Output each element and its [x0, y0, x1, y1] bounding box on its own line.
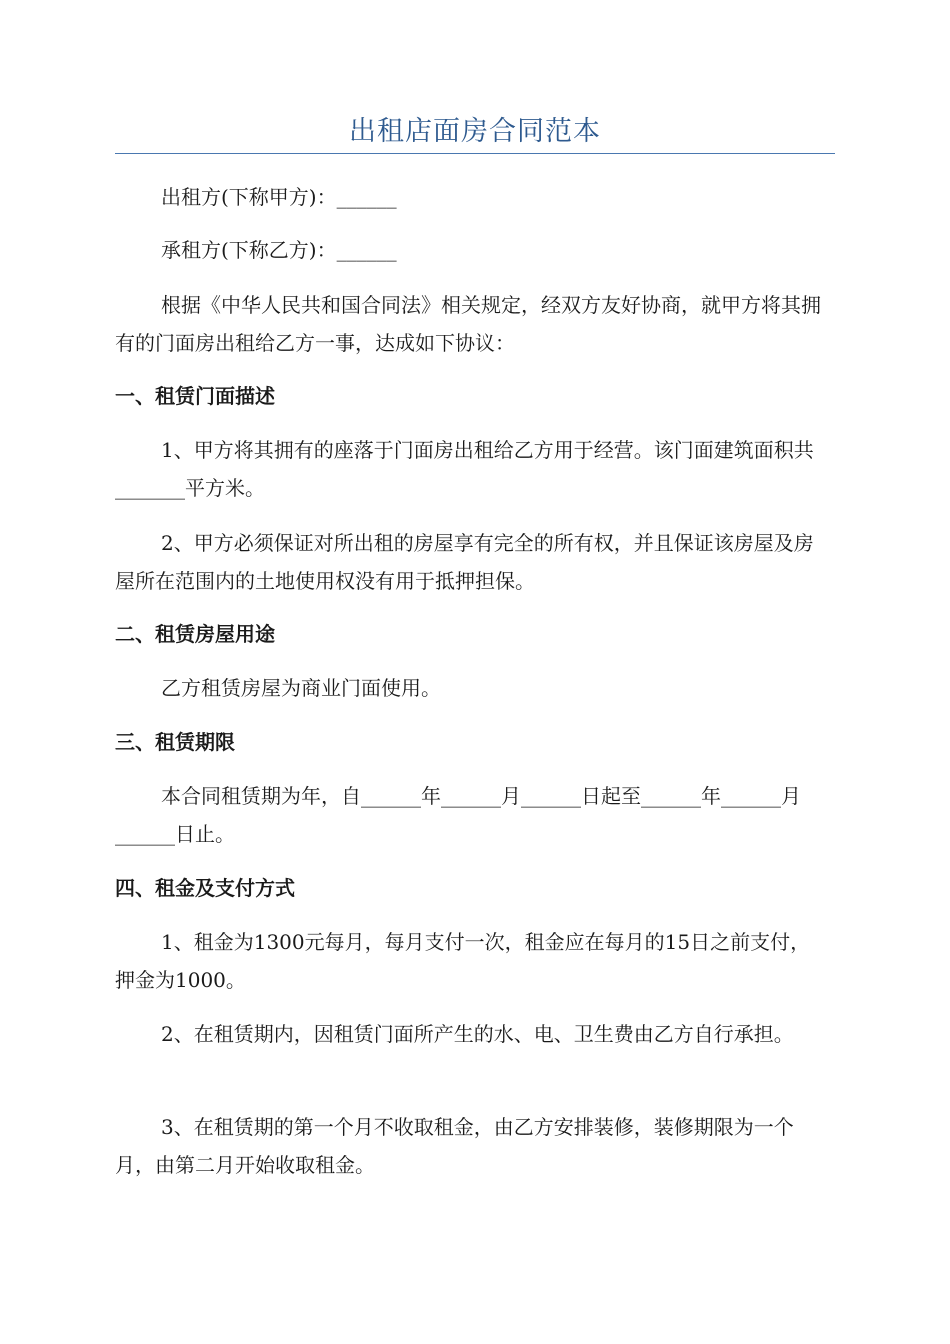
section-3-paragraph-1: 本合同租赁期为年，自______年______月______日起至______年______月______日止。	[115, 784, 801, 846]
section-4-paragraph-1: 1、租金为1300元每月，每月支付一次，租金应在每月的15日之前支付，押金为1000。	[115, 930, 811, 992]
intro-paragraph: 根据《中华人民共和国合同法》相关规定，经双方友好协商，就甲方将其拥有的门面房出租给乙方一事，达成如下协议：	[115, 293, 821, 355]
section-heading-4: 四、租金及支付方式	[115, 876, 295, 900]
section-2-paragraph-1: 乙方租赁房屋为商业门面使用。	[161, 676, 441, 700]
section-1-paragraph-2: 2、甲方必须保证对所出租的房屋享有完全的所有权，并且保证该房屋及房屋所在范围内的土地使用权没有用于抵押担保。	[115, 531, 814, 593]
lessor-line: 出租方(下称甲方)：______	[161, 185, 397, 209]
section-4-paragraph-2: 2、在租赁期内，因租赁门面所产生的水、电、卫生费由乙方自行承担。	[161, 1022, 794, 1046]
section-heading-1: 一、租赁门面描述	[115, 384, 275, 408]
section-4-paragraph-3: 3、在租赁期的第一个月不收取租金，由乙方安排装修，装修期限为一个月，由第二月开始收取租金。	[115, 1115, 794, 1177]
title-underline	[115, 153, 835, 154]
section-heading-2: 二、租赁房屋用途	[115, 622, 275, 646]
lessee-line: 承租方(下称乙方)：______	[161, 238, 397, 262]
section-1-paragraph-1: 1、甲方将其拥有的座落于门面房出租给乙方用于经营。该门面建筑面积共_______平方米。	[115, 438, 814, 500]
document-title: 出租店面房合同范本	[349, 116, 601, 147]
section-heading-3: 三、租赁期限	[115, 730, 235, 754]
